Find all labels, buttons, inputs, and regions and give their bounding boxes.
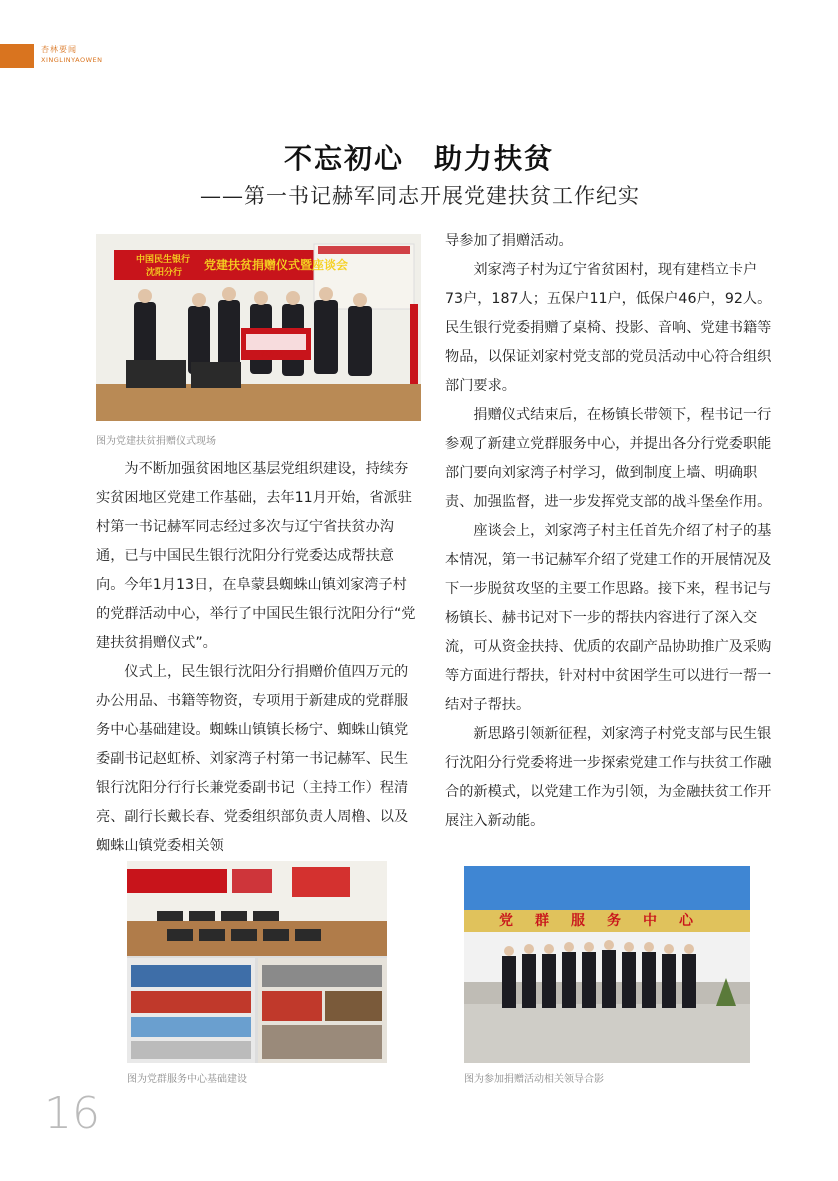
- paragraph: 刘家湾子村为辽宁省贫困村，现有建档立卡户73户，187人；五保户11户，低保户46户，92人。民生银行党委捐赠了桌椅、投影、音响、党建书籍等物品，以保证刘家村党支部的党员活动中心符合组织部门要求。: [445, 262, 772, 394]
- group-photo-illustration: [464, 866, 750, 1063]
- paragraph-continuation: 导参加了捐赠活动。: [445, 233, 573, 249]
- section-tab-marker: [0, 44, 34, 68]
- banner-text-line2: 沈阳分行: [146, 268, 183, 278]
- right-text-column: [445, 227, 772, 836]
- top-photo-caption: 图为党建扶贫捐赠仪式现场: [96, 436, 216, 447]
- donation-board-amount: 四万元: [261, 350, 282, 358]
- section-name: 杏林要闻: [41, 45, 77, 54]
- paragraph: 捐赠仪式结束后，在杨镇长带领下，程书记一行参观了新建立党群服务中心，并提出各分行党委职能部门要向刘家湾子村学习，做到制度上墙、明确职责、加强监督，进一步发挥党支部的战斗堡垒作用。: [445, 407, 772, 510]
- bottom-right-caption: 图为参加捐赠活动相关领导合影: [464, 1074, 604, 1085]
- left-text-column: [96, 455, 421, 861]
- page-number: 16: [44, 1088, 100, 1139]
- service-center-illustration: [127, 861, 387, 1063]
- banner-text-main: 党建扶贫捐赠仪式暨座谈会: [204, 258, 349, 272]
- paragraph: 为不断加强贫困地区基层党组织建设，持续夯实贫困地区党建工作基础，去年11月开始，省派驻村第一书记赫军同志经过多次与辽宁省扶贫办沟通，已与中国民生银行沈阳分行党委达成帮扶意向。今年1月13日，在阜蒙县蜘蛛山镇刘家湾子村的党群活动中心，举行了中国民生银行沈阳分行“党建扶贫捐赠仪式”。: [96, 461, 416, 651]
- article-title: 不忘初心 助力扶贫: [283, 142, 554, 175]
- bottom-left-caption: 图为党群服务中心基础建设: [127, 1074, 247, 1085]
- group-photo: [464, 866, 750, 1063]
- paragraph: 座谈会上，刘家湾子村主任首先介绍了村子的基本情况，第一书记赫军介绍了党建工作的开展情况及下一步脱贫攻坚的主要工作思路。接下来，程书记与杨镇长、赫书记对下一步的帮扶内容进行了深入交流，可从资金扶持、优质的农副产品协助推广及采购等方面进行帮扶，针对村中贫困学生可以进行一帮一结对子帮扶。: [445, 523, 772, 713]
- section-name-pinyin: XINGLINYAOWEN: [41, 56, 103, 64]
- paragraph: 新思路引领新征程，刘家湾子村党支部与民生银行沈阳分行党委将进一步探索党建工作与扶贫工作融合的新模式，以党建工作为引领，为金融扶贫工作开展注入新动能。: [445, 726, 772, 829]
- paragraph: 仪式上，民生银行沈阳分行捐赠价值四万元的办公用品、书籍等物资，专项用于新建成的党群服务中心基础建设。蜘蛛山镇镇长杨宁、蜘蛛山镇党委副书记赵虹桥、刘家湾子村第一书记赫军、民生银行沈阳分行行长兼党委副书记（主持工作）程清亮、副行长戴长春、党委组织部负责人周橹、以及蜘蛛山镇党委相关领: [96, 664, 409, 854]
- article-subtitle: ——第一书记赫军同志开展党建扶贫工作纪实: [200, 184, 640, 208]
- building-sign: 党群服务中心: [499, 913, 715, 929]
- banner-text-line1: 中国民生银行: [136, 255, 191, 265]
- donation-ceremony-photo: [96, 234, 421, 421]
- service-center-photo: [127, 861, 387, 1063]
